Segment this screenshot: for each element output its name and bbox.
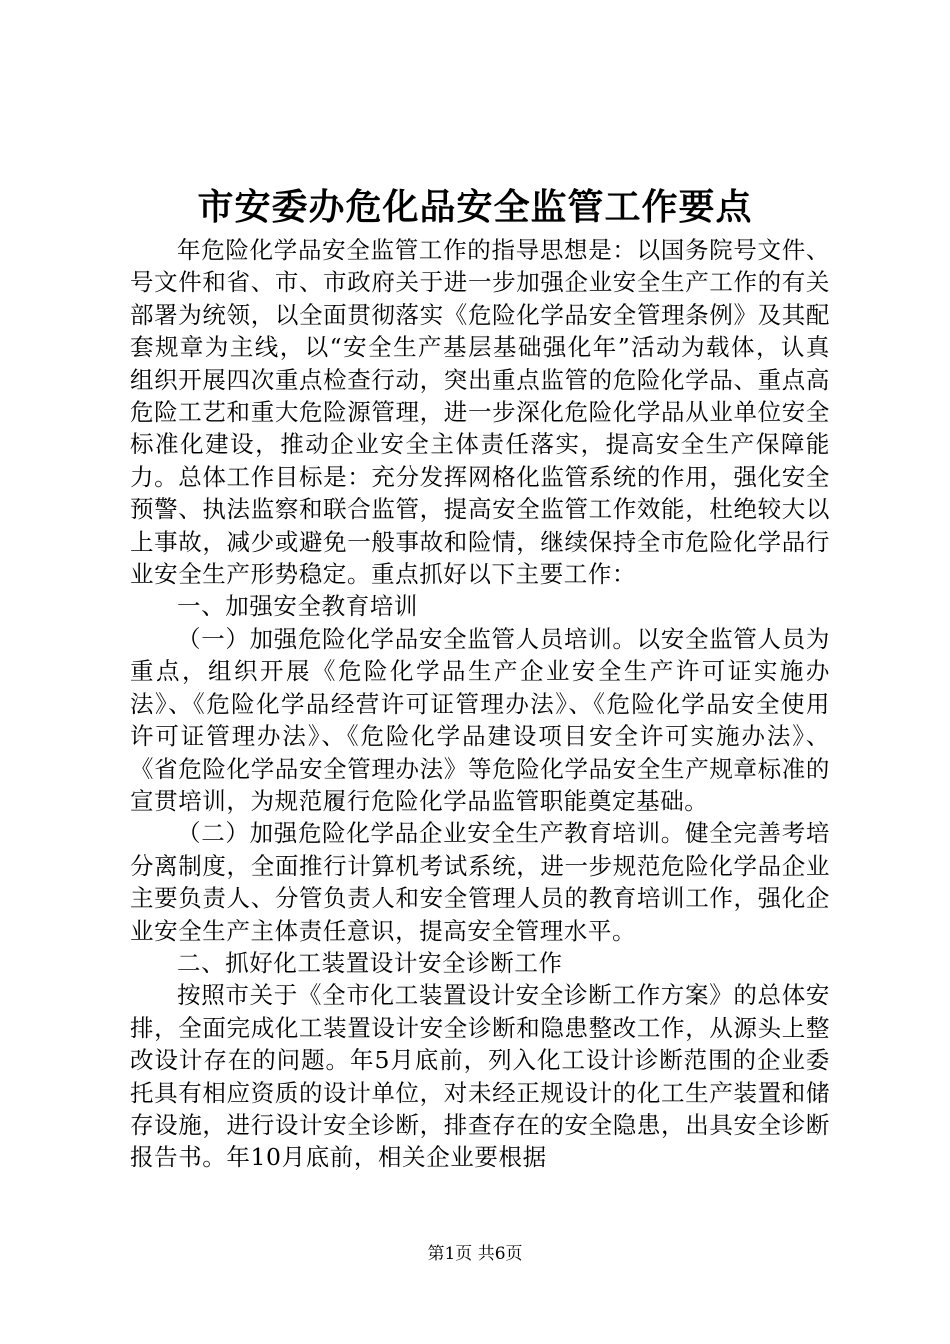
paragraph-1-2: （二）加强危险化学品企业安全生产教育培训。健全完善考培分离制度，全面推行计算机考试系统，进一步规范危险化学品企业主要负责人、分管负责人和安全管理人员的教育培训工作，强化企业安全生产主体责任意识，提高安全管理水平。 — [130, 819, 830, 945]
section-heading-1: 一、加强安全教育培训 — [177, 592, 418, 621]
page-number-footer: 第1页 共6页 — [427, 1244, 523, 1264]
paragraph-2: 按照市关于《全市化工装置设计安全诊断工作方案》的总体安排，全面完成化工装置设计安全诊断和隐患整改工作，从源头上整改设计存在的问题。年5月底前，列入化工设计诊断范围的企业委托具有相应资质的设计单位，对未经正规设计的化工生产装置和储存设施，进行设计安全诊断，排查存在的安全隐患，出具安全诊断报告书。年10月底前，相关企业要根据 — [130, 981, 830, 1172]
document-title: 市安委办危化品安全监管工作要点 — [197, 186, 753, 228]
paragraph-intro: 年危险化学品安全监管工作的指导思想是：以国务院号文件、号文件和省、市、市政府关于进一步加强企业安全生产工作的有关部署为统领，以全面贯彻落实《危险化学品安全管理条例》及其配套规章为主线，以“安全生产基层基础强化年”活动为载体，认真组织开展四次重点检查行动，突出重点监管的危险化学品、重点高危险工艺和重大危险源管理，进一步深化危险化学品从业单位安全标准化建设，推动企业安全主体责任落实，提高安全生产保障能力。总体工作目标是：充分发挥网格化监管系统的作用，强化安全预警、执法监察和联合监管，提高安全监管工作效能，杜绝较大以上事故，减少或避免一般事故和险情，继续保持全市危险化学品行业安全生产形势稳定。重点抓好以下主要工作： — [130, 236, 830, 589]
paragraph-1-1: （一）加强危险化学品安全监管人员培训。以安全监管人员为重点，组织开展《危险化学品生产企业安全生产许可证实施办法》、《危险化学品经营许可证管理办法》、《危险化学品安全使用许可证管理办法》、《危险化学品建设项目安全许可实施办法》、《省危险化学品安全管理办法》等危险化学品安全生产规章标准的宣贯培训，为规范履行危险化学品监管职能奠定基础。 — [130, 624, 830, 815]
document-body — [130, 234, 830, 1174]
section-heading-2: 二、抓好化工装置设计安全诊断工作 — [177, 948, 563, 977]
